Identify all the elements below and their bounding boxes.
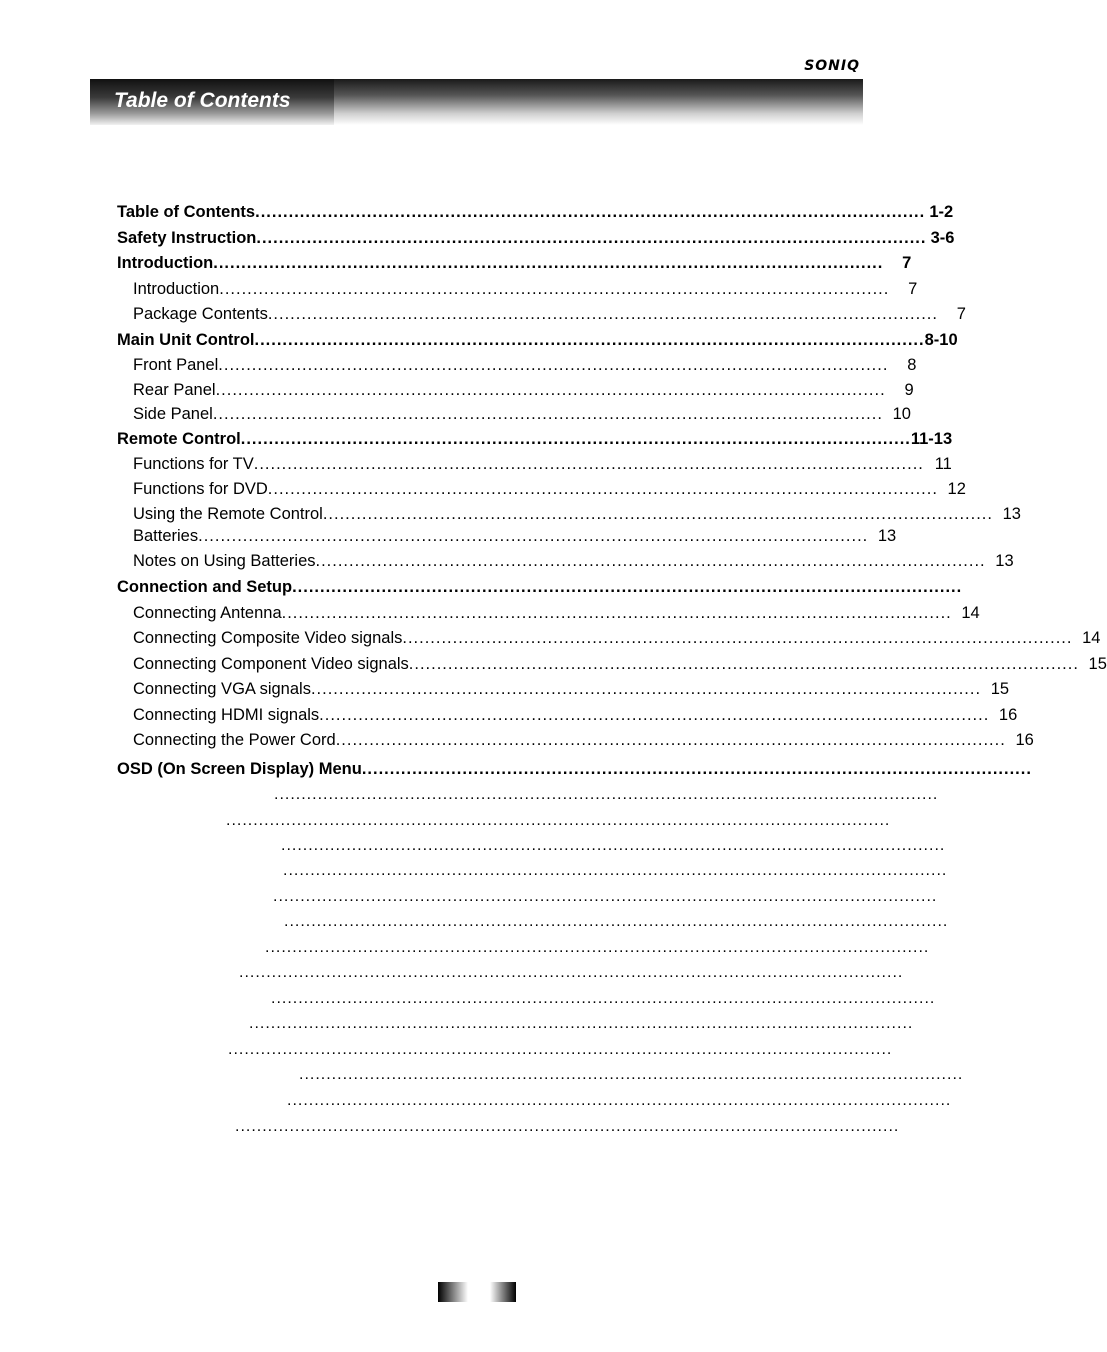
toc-entry[interactable] [133,527,897,546]
dot-leader: .......................................................................................................................... [281,837,946,854]
dot-leader: ........................................................................................................................ [255,203,926,221]
toc-entry[interactable] [117,331,958,350]
toc-entry-page: 7 [908,280,918,298]
toc-entry[interactable] [133,480,966,499]
toc-entry[interactable] [133,552,1014,571]
dot-leader: .......................................................................................................................... [274,786,939,803]
dot-leader: .......................................................................................................................... [249,1015,914,1032]
toc-entry-label: Connecting VGA signals [133,680,311,698]
page-title: Table of Contents [114,89,291,112]
toc-entry-page: 13 [995,552,1014,570]
toc-entry[interactable] [117,229,955,248]
toc-entry[interactable] [133,280,918,299]
toc-entry-label: Front Panel [133,356,219,374]
dot-leader: .......................................................................................................................... [265,939,930,956]
toc-entry-label: Introduction [133,280,220,298]
toc-entry-label: Side Panel [133,405,213,423]
toc-entry-label: Main Unit Control [117,331,255,349]
footer-gradient-right [490,1282,516,1302]
dot-leader: ........................................................................................................................ [335,731,1006,749]
dot-leader: ........................................................................................................................ [240,430,911,448]
toc-entry[interactable] [133,305,966,324]
toc-entry[interactable] [117,760,1032,779]
toc-entry-page: 14 [1082,629,1101,647]
toc-entry-label: Connecting Antenna [133,604,282,622]
toc-entry-page: 14 [961,604,980,622]
toc-entry-page: 11 [934,455,952,473]
toc-entry-label: Safety Instruction [117,229,257,247]
toc-entry[interactable] [133,381,914,400]
dot-leader: .......................................................................................................................... [226,812,891,829]
toc-entry[interactable] [117,203,954,222]
dot-leader: ........................................................................................................................ [212,405,883,423]
toc-entry-page: 3-6 [930,229,955,247]
dot-leader: ........................................................................................................................ [322,505,993,523]
dot-leader: ........................................................................................................................ [219,280,890,298]
dot-leader: ........................................................................................................................ [402,629,1073,647]
dot-leader: .......................................................................................................................... [228,1041,893,1058]
toc-entry-page: 10 [892,405,911,423]
toc-entry[interactable] [133,356,917,375]
toc-entry[interactable] [133,706,1018,725]
toc-entry-page: 9 [904,381,914,399]
toc-entry-label: Batteries [133,527,199,545]
toc-entry-page: 11-13 [910,430,953,448]
toc-entry-label: Connecting HDMI signals [133,706,320,724]
toc-entry-page: 13 [1002,505,1021,523]
toc-entry-page: 13 [877,527,897,545]
dot-leader: ........................................................................................................................ [408,655,1079,673]
toc-entry-label: Connecting the Power Cord [133,731,336,749]
dot-leader: ........................................................................................................................ [315,552,986,570]
toc-entry[interactable] [133,629,1101,648]
dot-leader: .......................................................................................................................... [284,913,949,930]
toc-entry-page: 1-2 [929,203,954,221]
dot-leader: ........................................................................................................................ [267,305,938,323]
dot-leader: ........................................................................................................................ [198,527,869,545]
toc-entry-label: Connecting Composite Video signals [133,629,403,647]
toc-entry[interactable] [133,604,980,623]
dot-leader: ........................................................................................................................ [310,680,982,698]
toc-entry-label: Rear Panel [133,381,216,399]
toc-entry[interactable] [133,455,952,474]
toc-entry-page: 16 [998,706,1018,724]
toc-entry-page: 7 [956,305,966,323]
toc-entry[interactable] [133,731,1034,750]
toc-entry[interactable] [117,254,912,273]
toc-entry-label: Table of Contents [117,203,256,221]
toc-entry-page: 16 [1015,731,1034,749]
toc-entry-label: Connection and Setup [117,578,293,596]
toc-entry-page: 8 [907,356,917,374]
dot-leader: .......................................................................................................................... [273,888,938,905]
dot-leader: ........................................................................................................................ [218,356,889,374]
toc-entry[interactable] [133,505,1021,524]
dot-leader: .......................................................................................................................... [239,964,904,981]
dot-leader: ........................................................................................................................ [281,604,952,622]
dot-leader: ........................................................................................................................ [215,381,886,399]
toc-entry-page: 15 [990,680,1010,698]
dot-leader: ........................................................................................................................ [292,578,963,596]
toc-entry-label: Notes on Using Batteries [133,552,316,570]
dot-leader: ........................................................................................................................ [254,331,925,349]
dot-leader: ........................................................................................................................ [253,455,924,473]
toc-entry[interactable] [133,655,1107,674]
toc-entry-page: 7 [902,254,912,272]
dot-leader: ........................................................................................................................ [361,760,1032,778]
toc-entry[interactable] [117,578,963,597]
toc-entry[interactable] [133,680,1010,699]
dot-leader: .......................................................................................................................... [235,1118,900,1135]
toc-entry-page: 12 [947,480,966,498]
brand-logo: SONIQ [804,58,860,74]
toc-entry-page: 15 [1088,655,1107,673]
toc-entry[interactable] [133,405,911,424]
dot-leader: .......................................................................................................................... [283,862,948,879]
dot-leader: ........................................................................................................................ [256,229,927,247]
dot-leader: ........................................................................................................................ [213,254,884,272]
toc-entry-label: Functions for DVD [133,480,268,498]
dot-leader: .......................................................................................................................... [287,1092,952,1109]
toc-entry-label: Package Contents [133,305,268,323]
toc-entry-label: Using the Remote Control [133,505,323,523]
dot-leader: .......................................................................................................................... [271,990,936,1007]
toc-entry-label: Introduction [117,254,214,272]
toc-entry[interactable] [117,430,953,449]
toc-entry-page: 8-10 [924,331,958,349]
dot-leader: ........................................................................................................................ [267,480,938,498]
toc-entry-label: Connecting Component Video signals [133,655,409,673]
toc-entry-label: Remote Control [117,430,241,448]
dot-leader: .......................................................................................................................... [299,1066,964,1083]
toc-entry-label: Functions for TV [133,455,254,473]
footer-gradient-left [438,1282,468,1302]
dot-leader: ........................................................................................................................ [319,706,990,724]
toc-entry-label: OSD (On Screen Display) Menu [117,760,362,778]
